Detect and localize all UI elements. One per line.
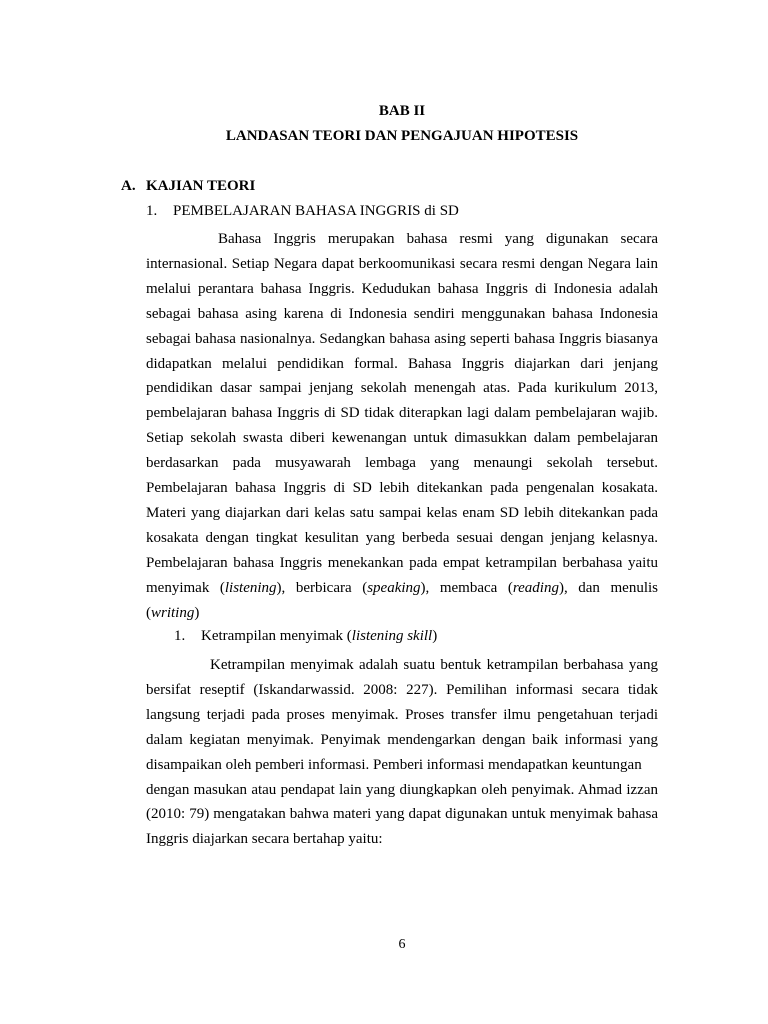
chapter-number: BAB II — [378, 103, 426, 119]
paragraph-1 — [146, 227, 658, 626]
paragraph-1-text: ), berbicara ( — [276, 579, 368, 596]
sub-item-heading — [174, 628, 437, 645]
term-speaking: speaking — [367, 579, 421, 596]
paragraph-1-text: Bahasa Inggris merupakan bahasa resmi yang digunakan secara internasional. Setiap Negara dapat berkoomunikasi secara resmi dengan Negara lain melalui perantara bahasa Inggris. Kedudukan bahasa Inggris di Indonesia adalah sebagai bahasa asing karena di Indonesia sendiri menggunakan bahasa Indonesia sebagai bahasa nasionalnya. Sedangkan bahasa asing seperti bahasa Inggris biasanya didapatkan melalui pendidikan formal. Bahasa Inggris diajarkan dari jenjang pendidikan dasar sampai jenjang sekolah menengah atas. Pada kurikulum 2013, pembelajaran bahasa Inggris di SD tidak diterapkan lagi dalam pembelajaran wajib. Setiap sekolah swasta diberi kewenangan untuk dimasukkan dalam pembelajaran berdasarkan pada musyawarah lembaga yang menaungi sekolah tersebut. Pembelajaran bahasa Inggris di SD lebih ditekankan pada pengenalan kosakata. Materi yang diajarkan dari kelas satu sampai kelas enam SD lebih ditekankan pada kosakata dengan tingkat kesulitan yang berbeda sesuai dengan jenjang kelasnya. Pembelajaran bahasa Inggris menekankan pada empat ketrampilan berbahasa yaitu menyimak ( — [146, 231, 658, 596]
paragraph-1-text: ), membaca ( — [420, 579, 513, 596]
sub-item-text: Ketrampilan menyimak ( — [201, 628, 352, 644]
term-writing: writing — [151, 604, 195, 621]
paragraph-1-text: ), dan menulis ( — [146, 579, 658, 621]
paragraph-2-text: Ketrampilan menyimak adalah suatu bentuk ketrampilan berbahasa yang bersifat reseptif (Iskandarwassid. 2008: 227). Pemilihan informasi secara tidak langsung terjadi pada proses menyimak. Proses transfer ilmu pengetahuan terjadi dalam kegiatan menyimak. Penyimak mendengarkan dengan baik informasi yang disampaikan oleh pemberi informasi. Pemberi informasi mendapatkan keuntungan — [146, 657, 658, 773]
subsection-heading — [146, 203, 459, 220]
sub-item-number: 1. — [174, 628, 186, 644]
sub-item-text: ) — [432, 628, 438, 644]
paragraph-1-text: ) — [194, 604, 200, 621]
paragraph-2 — [146, 653, 658, 852]
chapter-title: LANDASAN TEORI DAN PENGAJUAN HIPOTESIS — [225, 128, 579, 144]
term-reading: reading — [512, 579, 559, 596]
term-listening: listening — [224, 579, 277, 596]
subsection-number: 1. — [146, 203, 158, 219]
paragraph-2-continuation: dengan masukan atau pendapat lain yang diungkapkan oleh penyimak. Ahmad izzan (2010: 79) mengatakan bahwa materi yang dapat digunakan untuk menyimak bahasa Inggris diajarkan secara bertahap yaitu: — [146, 781, 658, 848]
page-number: 6 — [398, 937, 406, 952]
subsection-title: PEMBELAJARAN BAHASA INGGRIS di SD — [173, 203, 459, 219]
section-title: KAJIAN TEORI — [146, 178, 256, 194]
term-listening-skill: listening skill — [351, 628, 433, 644]
section-heading — [121, 178, 255, 195]
section-letter: A. — [121, 178, 136, 194]
